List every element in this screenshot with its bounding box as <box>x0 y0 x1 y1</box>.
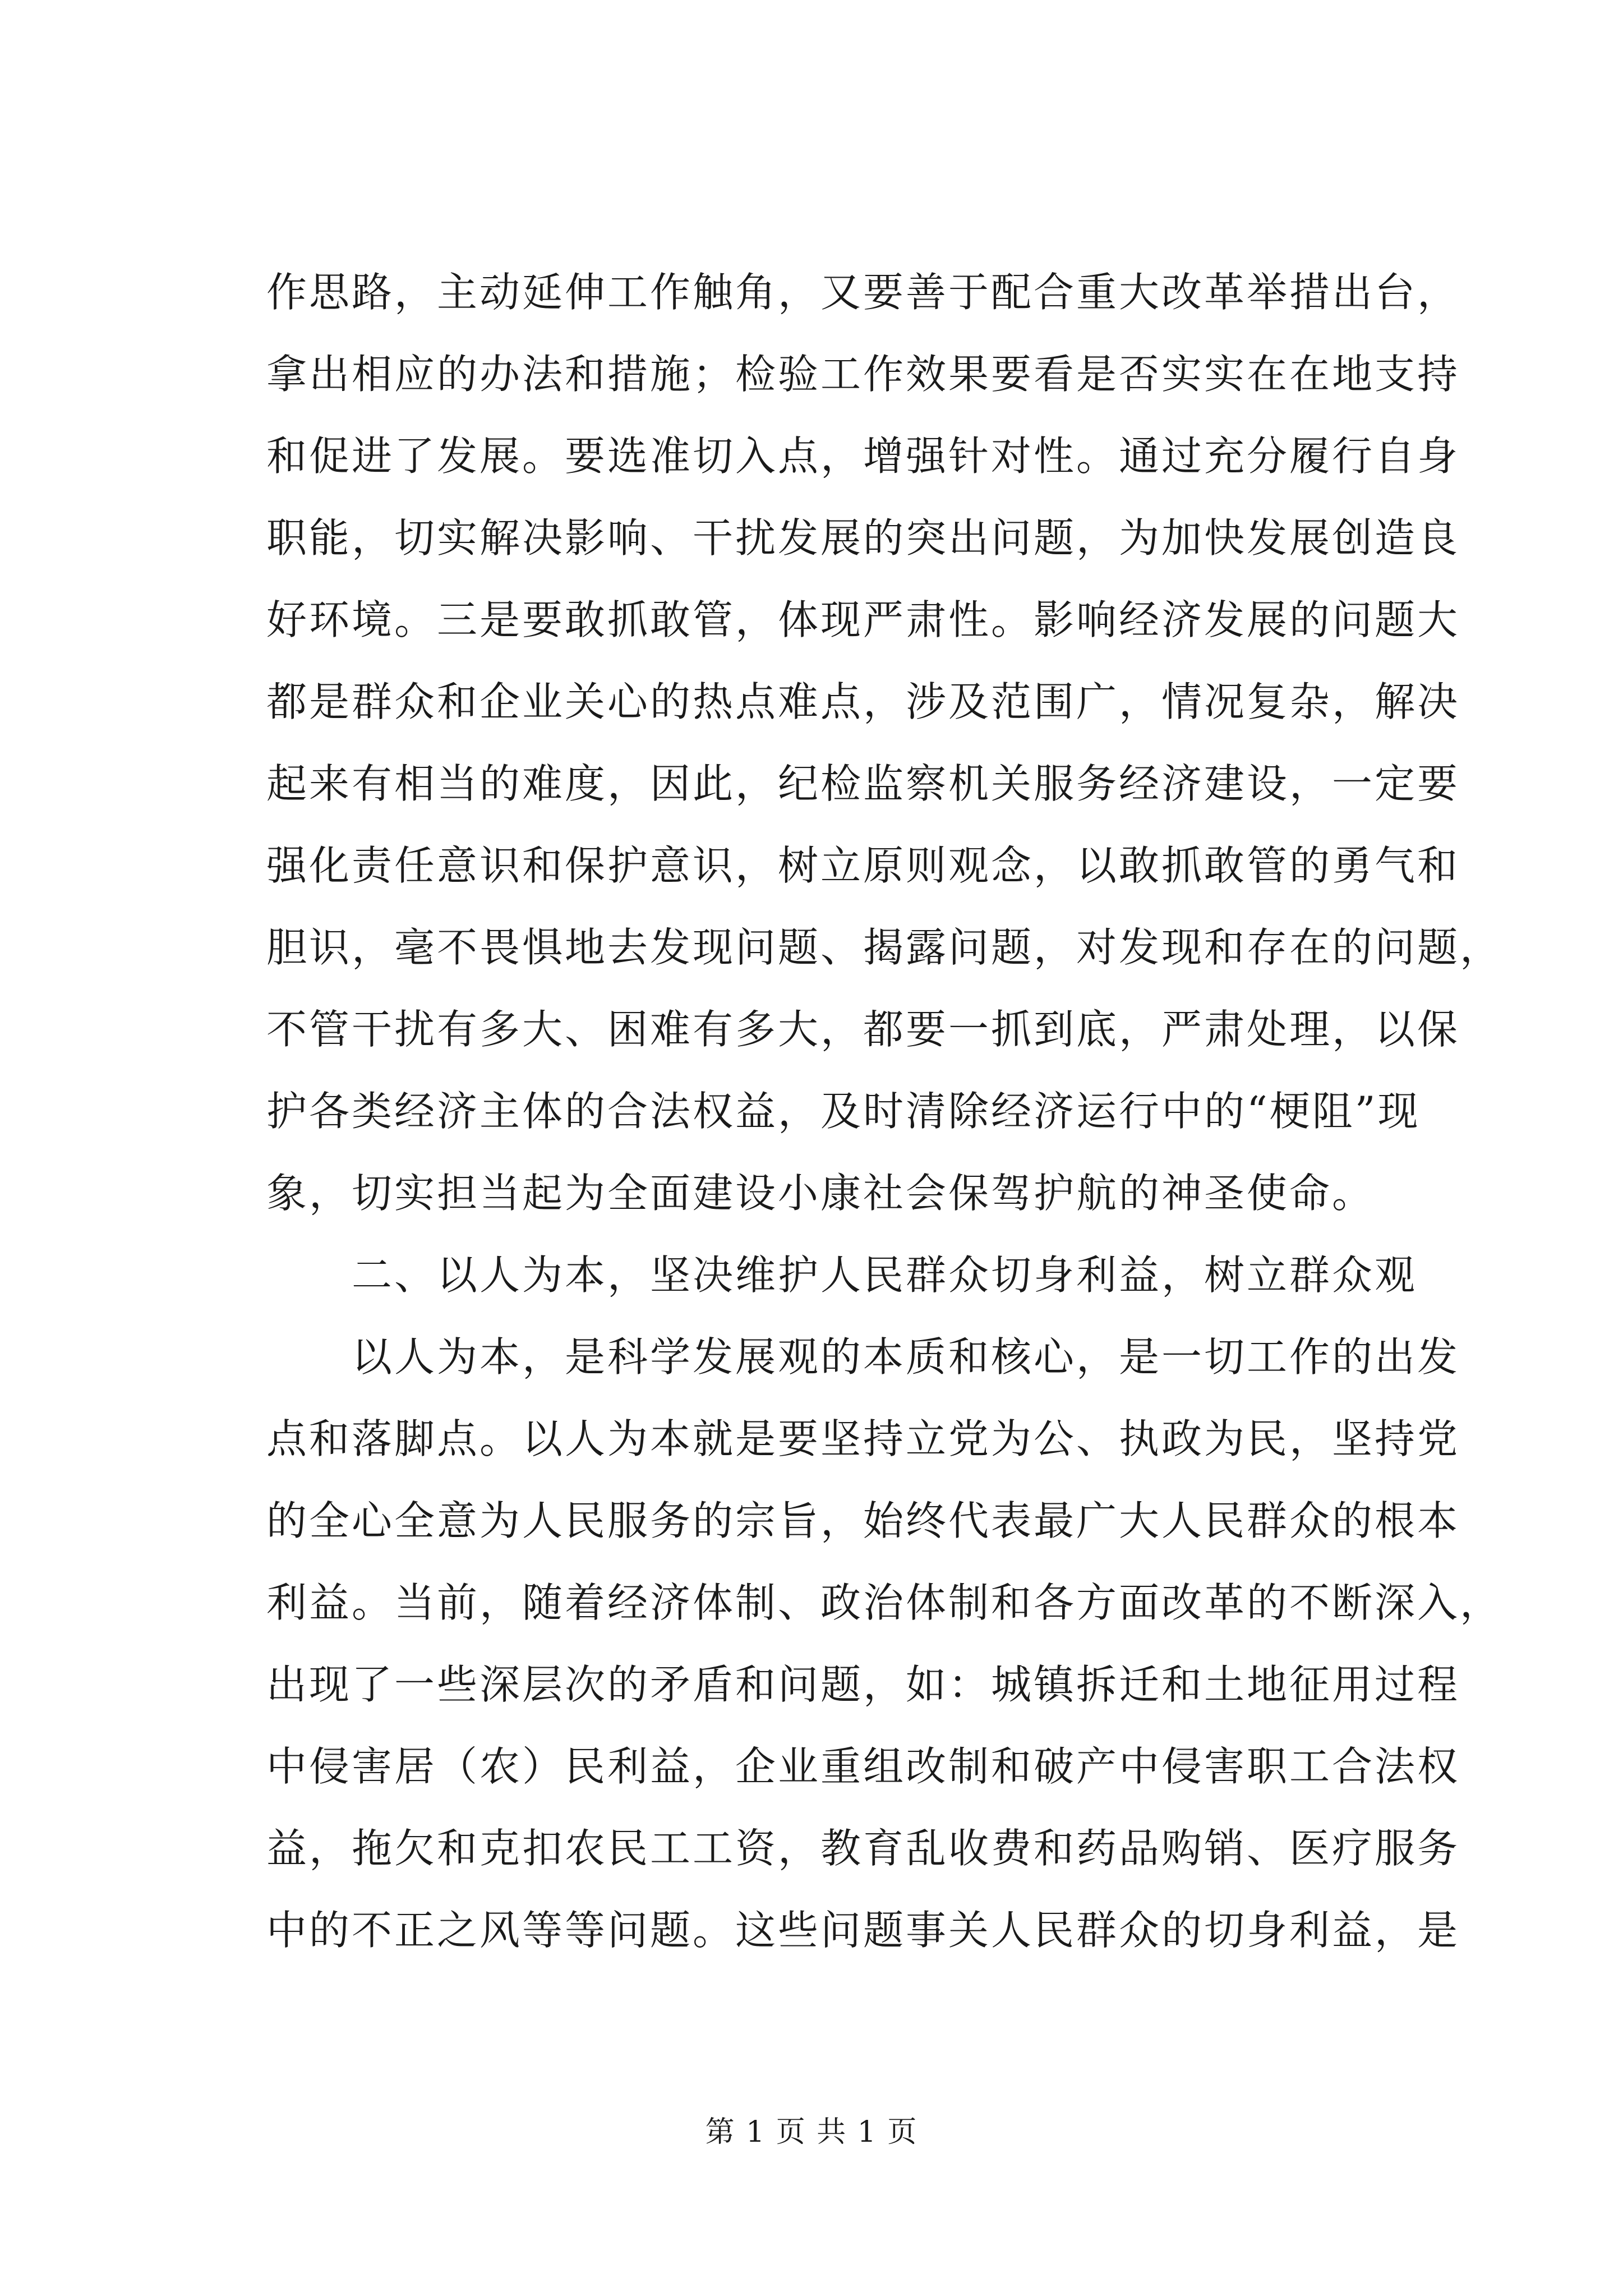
text-line: 职能，切实解决影响、干扰发展的突出问题，为加快发展创造良 <box>266 514 1460 562</box>
text-line: 出现了一些深层次的矛盾和问题，如：城镇拆迁和土地征用过程 <box>266 1661 1460 1708</box>
text-line: 起来有相当的难度，因此，纪检监察机关服务经济建设，一定要 <box>266 760 1460 807</box>
text-line: 作思路，主动延伸工作触角，又要善于配合重大改革举措出台， <box>266 269 1460 316</box>
page-footer <box>0 2108 1623 2150</box>
body-text <box>266 251 1503 1971</box>
text-line: 胆识，毫不畏惧地去发现问题、揭露问题，对发现和存在的问题， <box>266 924 1503 971</box>
text-line: 中侵害居（农）民利益，企业重组改制和破产中侵害职工合法权 <box>266 1743 1460 1790</box>
text-line: 强化责任意识和保护意识，树立原则观念，以敢抓敢管的勇气和 <box>266 842 1460 889</box>
text-line: 的全心全意为人民服务的宗旨，始终代表最广大人民群众的根本 <box>266 1497 1460 1544</box>
text-line: 好环境。三是要敢抓敢管，体现严肃性。影响经济发展的问题大 <box>266 596 1460 643</box>
text-line: 利益。当前，随着经济体制、政治体制和各方面改革的不断深入， <box>266 1579 1503 1626</box>
section-heading: 二、以人为本，坚决维护人民群众切身利益，树立群众观 <box>266 1251 1418 1299</box>
text-line: 都是群众和企业关心的热点难点，涉及范围广，情况复杂，解决 <box>266 678 1460 725</box>
text-line: 以人为本，是科学发展观的本质和核心，是一切工作的出发 <box>266 1333 1460 1381</box>
text-line: 象，切实担当起为全面建设小康社会保驾护航的神圣使命。 <box>266 1170 1375 1217</box>
text-line: 护各类经济主体的合法权益，及时清除经济运行中的“梗阻”现 <box>266 1088 1421 1135</box>
text-line: 中的不正之风等等问题。这些问题事关人民群众的切身利益，是 <box>266 1907 1460 1954</box>
text-line: 不管干扰有多大、困难有多大，都要一抓到底，严肃处理，以保 <box>266 1006 1460 1053</box>
page-number-label: 第 1 页 共 1 页 <box>705 2115 918 2149</box>
text-line: 拿出相应的办法和措施；检验工作效果要看是否实实在在地支持 <box>266 351 1460 398</box>
text-line: 和促进了发展。要选准切入点，增强针对性。通过充分履行自身 <box>266 432 1460 480</box>
text-line: 益，拖欠和克扣农民工工资，教育乱收费和药品购销、医疗服务 <box>266 1825 1460 1872</box>
text-line: 点和落脚点。以人为本就是要坚持立党为公、执政为民，坚持党 <box>266 1415 1460 1462</box>
